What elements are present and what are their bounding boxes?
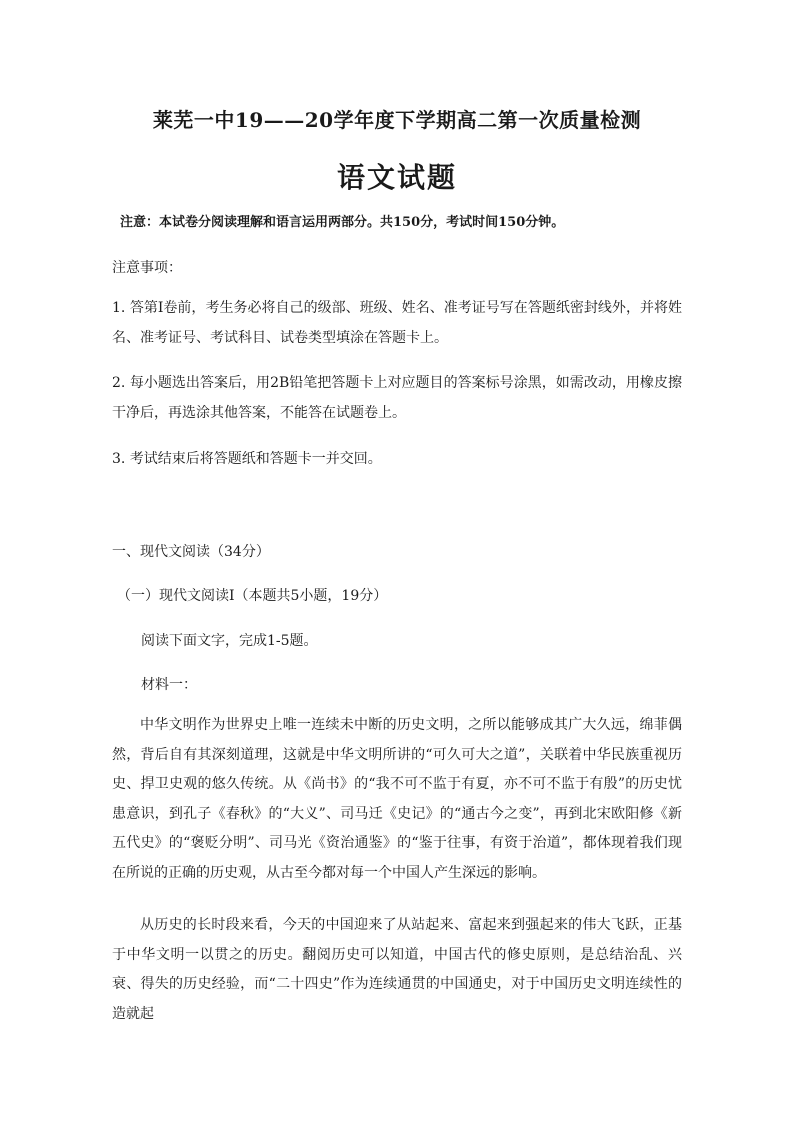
instructions-heading: 注意事项： (112, 260, 182, 276)
material-paragraph-1: 中华文明作为世界史上唯一连续未中断的历史文明，之所以能够成其广大久远，绵菲偶然，背后自有其深刻道理，这就是中华文明所讲的“可久可大之道”，关联着中华民族重视历史、捍卫史观的悠久传统。从《尚书》的“我不可不监于有夏，亦不可不监于有殷”的历史忧患意识，到孔子《春秋》的“大义”、司马迁《史记》的“通古今之变”，再到北宋欧阳修《新五代史》的“褒贬分明”、司马光《资治通鉴》的“鉴于往事，有资于治道”，都体现着我们现在所说的正确的历史观，从古至今都对每一个中国人产生深远的影响。 (112, 717, 682, 881)
section-subheading: （一）现代文阅读Ⅰ（本题共5小题，19分） (117, 588, 388, 604)
instruction-item-3: 3. 考试结束后将答题纸和答题卡一并交回。 (112, 451, 382, 467)
reading-prompt: 阅读下面文字，完成1-5题。 (141, 633, 318, 649)
material-label: 材料一： (141, 677, 197, 693)
section-heading: 一、现代文阅读（34分） (112, 544, 270, 560)
material-paragraph-2: 从历史的长时段来看，今天的中国迎来了从站起来、富起来到强起来的伟大飞跃，正基于中华文明一以贯之的历史。翻阅历史可以知道，中国古代的修史原则，是总结治乱、兴衰、得失的历史经验，而“二十四史”作为连续通贯的中国通史，对于中国历史文明连续性的造就起 (112, 917, 682, 1022)
instruction-item-1: 1. 答第Ⅰ卷前，考生务必将自己的级部、班级、姓名、准考证号写在答题纸密封线外，并将姓名、准考证号、考试科目、试卷类型填涂在答题卡上。 (112, 300, 682, 346)
exam-notice: 注意：本试卷分阅读理解和语言运用两部分。共150分，考试时间150分钟。 (120, 215, 565, 230)
exam-subject-title: 语文试题 (336, 161, 457, 194)
instruction-item-2: 2. 每小题选出答案后，用2B铅笔把答题卡上对应题目的答案标号涂黑，如需改动，用橡皮擦干净后，再选涂其他答案，不能答在试题卷上。 (112, 375, 682, 421)
exam-title: 莱芜一中19——20学年度下学期高二第一次质量检测 (152, 108, 642, 132)
